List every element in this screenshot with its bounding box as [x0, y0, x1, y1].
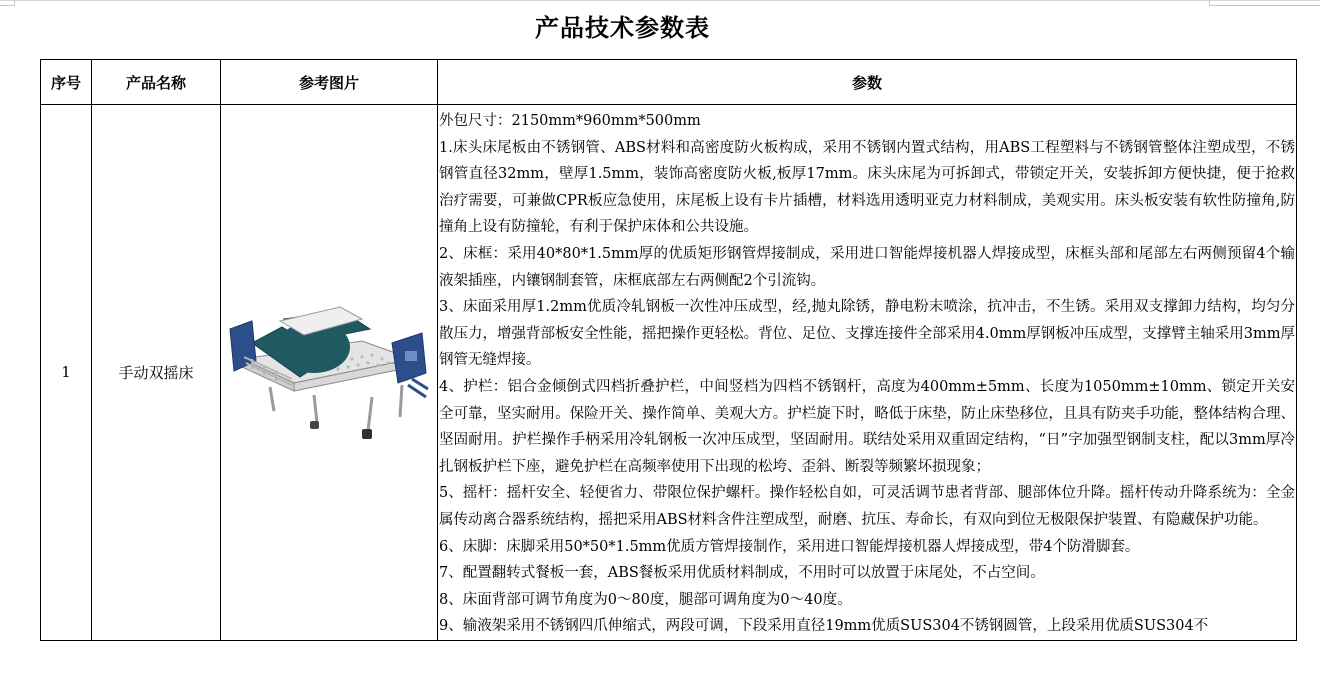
- row-no: 1: [41, 105, 92, 641]
- param-size: 外包尺寸：2150mm*960mm*500mm: [439, 113, 701, 129]
- header-image: 参考图片: [221, 60, 438, 105]
- hospital-bed-icon: [222, 299, 436, 445]
- param-crank: 5、摇杆：摇杆安全、轻便省力、带限位保护螺杆。操作轻松自如，可灵活调节患者背部、腿部体位升降。摇杆传动升降系统为：全金属传动离合器系统结构，摇把采用ABS材料含件注塑成型，耐磨、抗压、寿命长，有双向到位无极限保护装置、有隐藏保护功能。: [439, 485, 1295, 528]
- param-bed-surface: 3、床面采用厚1.2mm优质冷轧钢板一次性冲压成型，经,抛丸除锈，静电粉末喷涂，抗冲击，不生锈。采用双支撑卸力结构，均匀分散压力，增强背部板安全性能，摇把操作更轻松。背位、足位、支撑连接件全部采用4.0mm厚钢板冲压成型，支撑臂主轴采用3mm厚钢管无缝焊接。: [439, 299, 1295, 369]
- table-header-row: [41, 60, 1297, 105]
- row-image-cell: [221, 105, 438, 641]
- param-iv-pole: 9、输液架采用不锈钢四爪伸缩式，两段可调，下段采用直径19mm优质SUS304不锈钢圆管，上段采用优质SUS304不: [439, 618, 1209, 635]
- header-params: 参数: [438, 60, 1297, 105]
- page-corner-mark-right: [1209, 0, 1320, 6]
- document-title: 产品技术参数表: [535, 13, 710, 42]
- spec-table: [40, 59, 1297, 641]
- header-name: 产品名称: [92, 60, 221, 105]
- page-top-edge: [0, 0, 1320, 1]
- row-params: [438, 105, 1297, 641]
- page-corner-mark-left: [0, 0, 15, 6]
- param-dining-board: 7、配置翻转式餐板一套，ABS餐板采用优质材料制成，不用时可以放置于床尾处，不占空间。: [439, 565, 1045, 582]
- param-legs: 6、床脚：床脚采用50*50*1.5mm优质方管焊接制作，采用进口智能焊接机器人焊接成型，带4个防滑脚套。: [439, 538, 1140, 555]
- param-headboard: 1.床头床尾板由不锈钢管、ABS材料和高密度防火板构成，采用不锈钢内置式结构，用ABS工程塑料与不锈钢管整体注塑成型，不锈钢管直径32mm，壁厚1.5mm，装饰高密度防火板,板厚17mm。床头床尾为可拆卸式，带锁定开关，安装拆卸方便快捷，便于抢救治疗需要，可兼做CPR板应急使用，床尾板上设有卡片插槽，材料选用透明亚克力材料制成，美观实用。床头板安装有软性防撞角,防撞角上设有防撞轮，有利于保护床体和公共设施。: [439, 139, 1295, 236]
- table-row: [41, 105, 1297, 641]
- param-guardrail: 4、护栏：铝合金倾倒式四档折叠护栏，中间竖档为四档不锈钢杆，高度为400mm±5mm、长度为1050mm±10mm、锁定开关安全可靠，坚实耐用。保险开关、操作简单、美观大方。护栏旋下时，略低于床垫，防止床垫移位，且具有防夹手功能，整体结构合理、坚固耐用。护栏操作手柄采用冷轧钢板一次冲压成型，坚固耐用。联结处采用双重固定结构，“日”字加强型钢制支柱，配以3mm厚冷扎钢板护栏下座，避免护栏在高频率使用下出现的松垮、歪斜、断裂等频繁坏损现象；: [439, 378, 1295, 475]
- row-product-name: 手动双摇床: [92, 105, 221, 641]
- param-angle: 8、床面背部可调节角度为0～80度，腿部可调角度为0～40度。: [439, 591, 852, 608]
- param-frame: 2、床框：采用40*80*1.5mm厚的优质矩形钢管焊接制成，采用进口智能焊接机器人焊接成型，床框头部和尾部左右两侧预留4个输液架插座，内镶钢制套管，床框底部左右两侧配2个引流钩。: [439, 245, 1295, 289]
- header-no: 序号: [41, 60, 92, 105]
